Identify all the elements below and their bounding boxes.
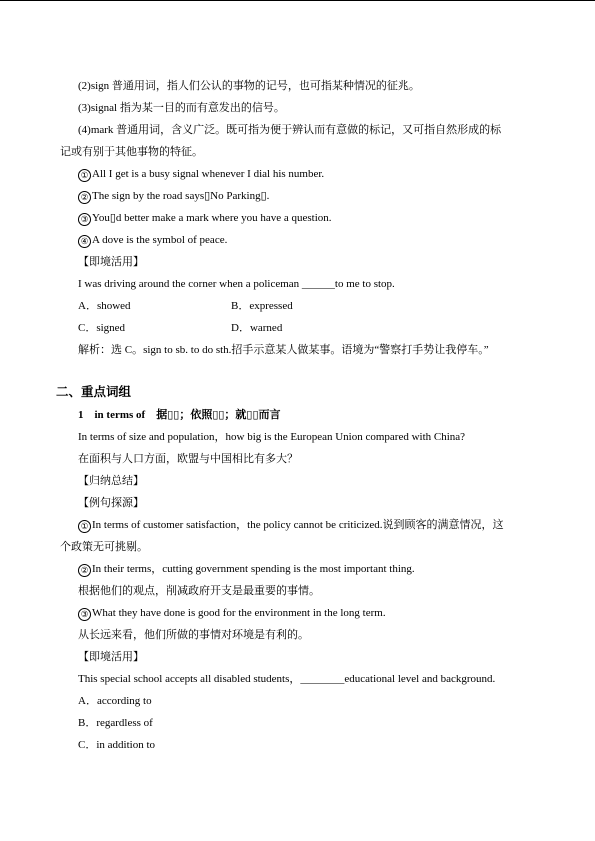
section-label: 【即境活用】: [78, 256, 144, 268]
section-label: 【例句探源】: [78, 497, 144, 509]
example-line: [78, 518, 503, 533]
example-line: [78, 606, 386, 621]
example-line: [78, 211, 332, 226]
example-text: In terms of customer satisfaction，the policy cannot be criticized.说到顾客的满意情况，这: [92, 519, 504, 531]
number-marker: ④: [78, 235, 91, 248]
top-rule: [0, 0, 595, 1]
example-text: In their terms，cutting government spending is the most important thing.: [92, 563, 415, 575]
option-c: C．signed: [78, 322, 126, 334]
example-text: What they have done is good for the environment in the long term.: [92, 607, 386, 619]
option-b: B．regardless of: [78, 717, 153, 729]
answer-explanation: 解析：选 C。sign to sb. to do sth.招手示意某人做某事。语境为“警察打手势让我停车。”: [78, 344, 489, 356]
section-label: 【归纳总结】: [78, 475, 144, 487]
example-text: The sign by the road says▯No Parking▯.: [92, 190, 270, 202]
number-marker: ②: [78, 191, 91, 204]
example-text: All I get is a busy signal whenever I dial his number.: [92, 168, 325, 180]
example-line: [78, 233, 227, 248]
option-a: A．showed: [78, 300, 131, 312]
example-text: You▯d better make a mark where you have a question.: [92, 212, 332, 224]
text-line: In terms of size and population，how big is the European Union compared with China?: [78, 431, 466, 443]
text-line: 记或有别于其他事物的特征。: [60, 146, 203, 158]
option-b: B．expressed: [231, 300, 293, 312]
option-a: A．according to: [78, 695, 152, 707]
number-marker: ①: [78, 169, 91, 182]
text-line: 个政策无可挑剔。: [60, 541, 148, 553]
number-marker: ②: [78, 564, 91, 577]
example-text: A dove is the symbol of peace.: [92, 234, 228, 246]
section-heading: 二、重点词组: [56, 385, 132, 399]
question-stem: I was driving around the corner when a policeman ______to me to stop.: [78, 278, 395, 290]
text-line: (2)sign 普通用词，指人们公认的事物的记号，也可指某种情况的征兆。: [78, 80, 420, 92]
number-marker: ③: [78, 213, 91, 226]
question-stem: This special school accepts all disabled students，________educational level and background.: [78, 673, 496, 685]
number-marker: ③: [78, 608, 91, 621]
phrase-heading: 1 in terms of 据▯▯；依照▯▯；就▯▯而言: [78, 409, 281, 421]
text-line: (4)mark 普通用词，含义广泛。既可指为便于辨认而有意做的标记，又可指自然形成的标: [78, 124, 502, 136]
text-line: 根据他们的观点，削减政府开支是最重要的事情。: [78, 585, 320, 597]
text-line: 从长远来看，他们所做的事情对环境是有利的。: [78, 629, 309, 641]
number-marker: ①: [78, 520, 91, 533]
text-line: 在面积与人口方面，欧盟与中国相比有多大？: [78, 453, 298, 465]
example-line: [78, 189, 269, 204]
option-c: C．in addition to: [78, 739, 155, 751]
section-label: 【即境活用】: [78, 651, 144, 663]
text-line: (3)signal 指为某一目的而有意发出的信号。: [78, 102, 285, 114]
option-d: D．warned: [231, 322, 283, 334]
example-line: [78, 562, 415, 577]
example-line: [78, 167, 324, 182]
